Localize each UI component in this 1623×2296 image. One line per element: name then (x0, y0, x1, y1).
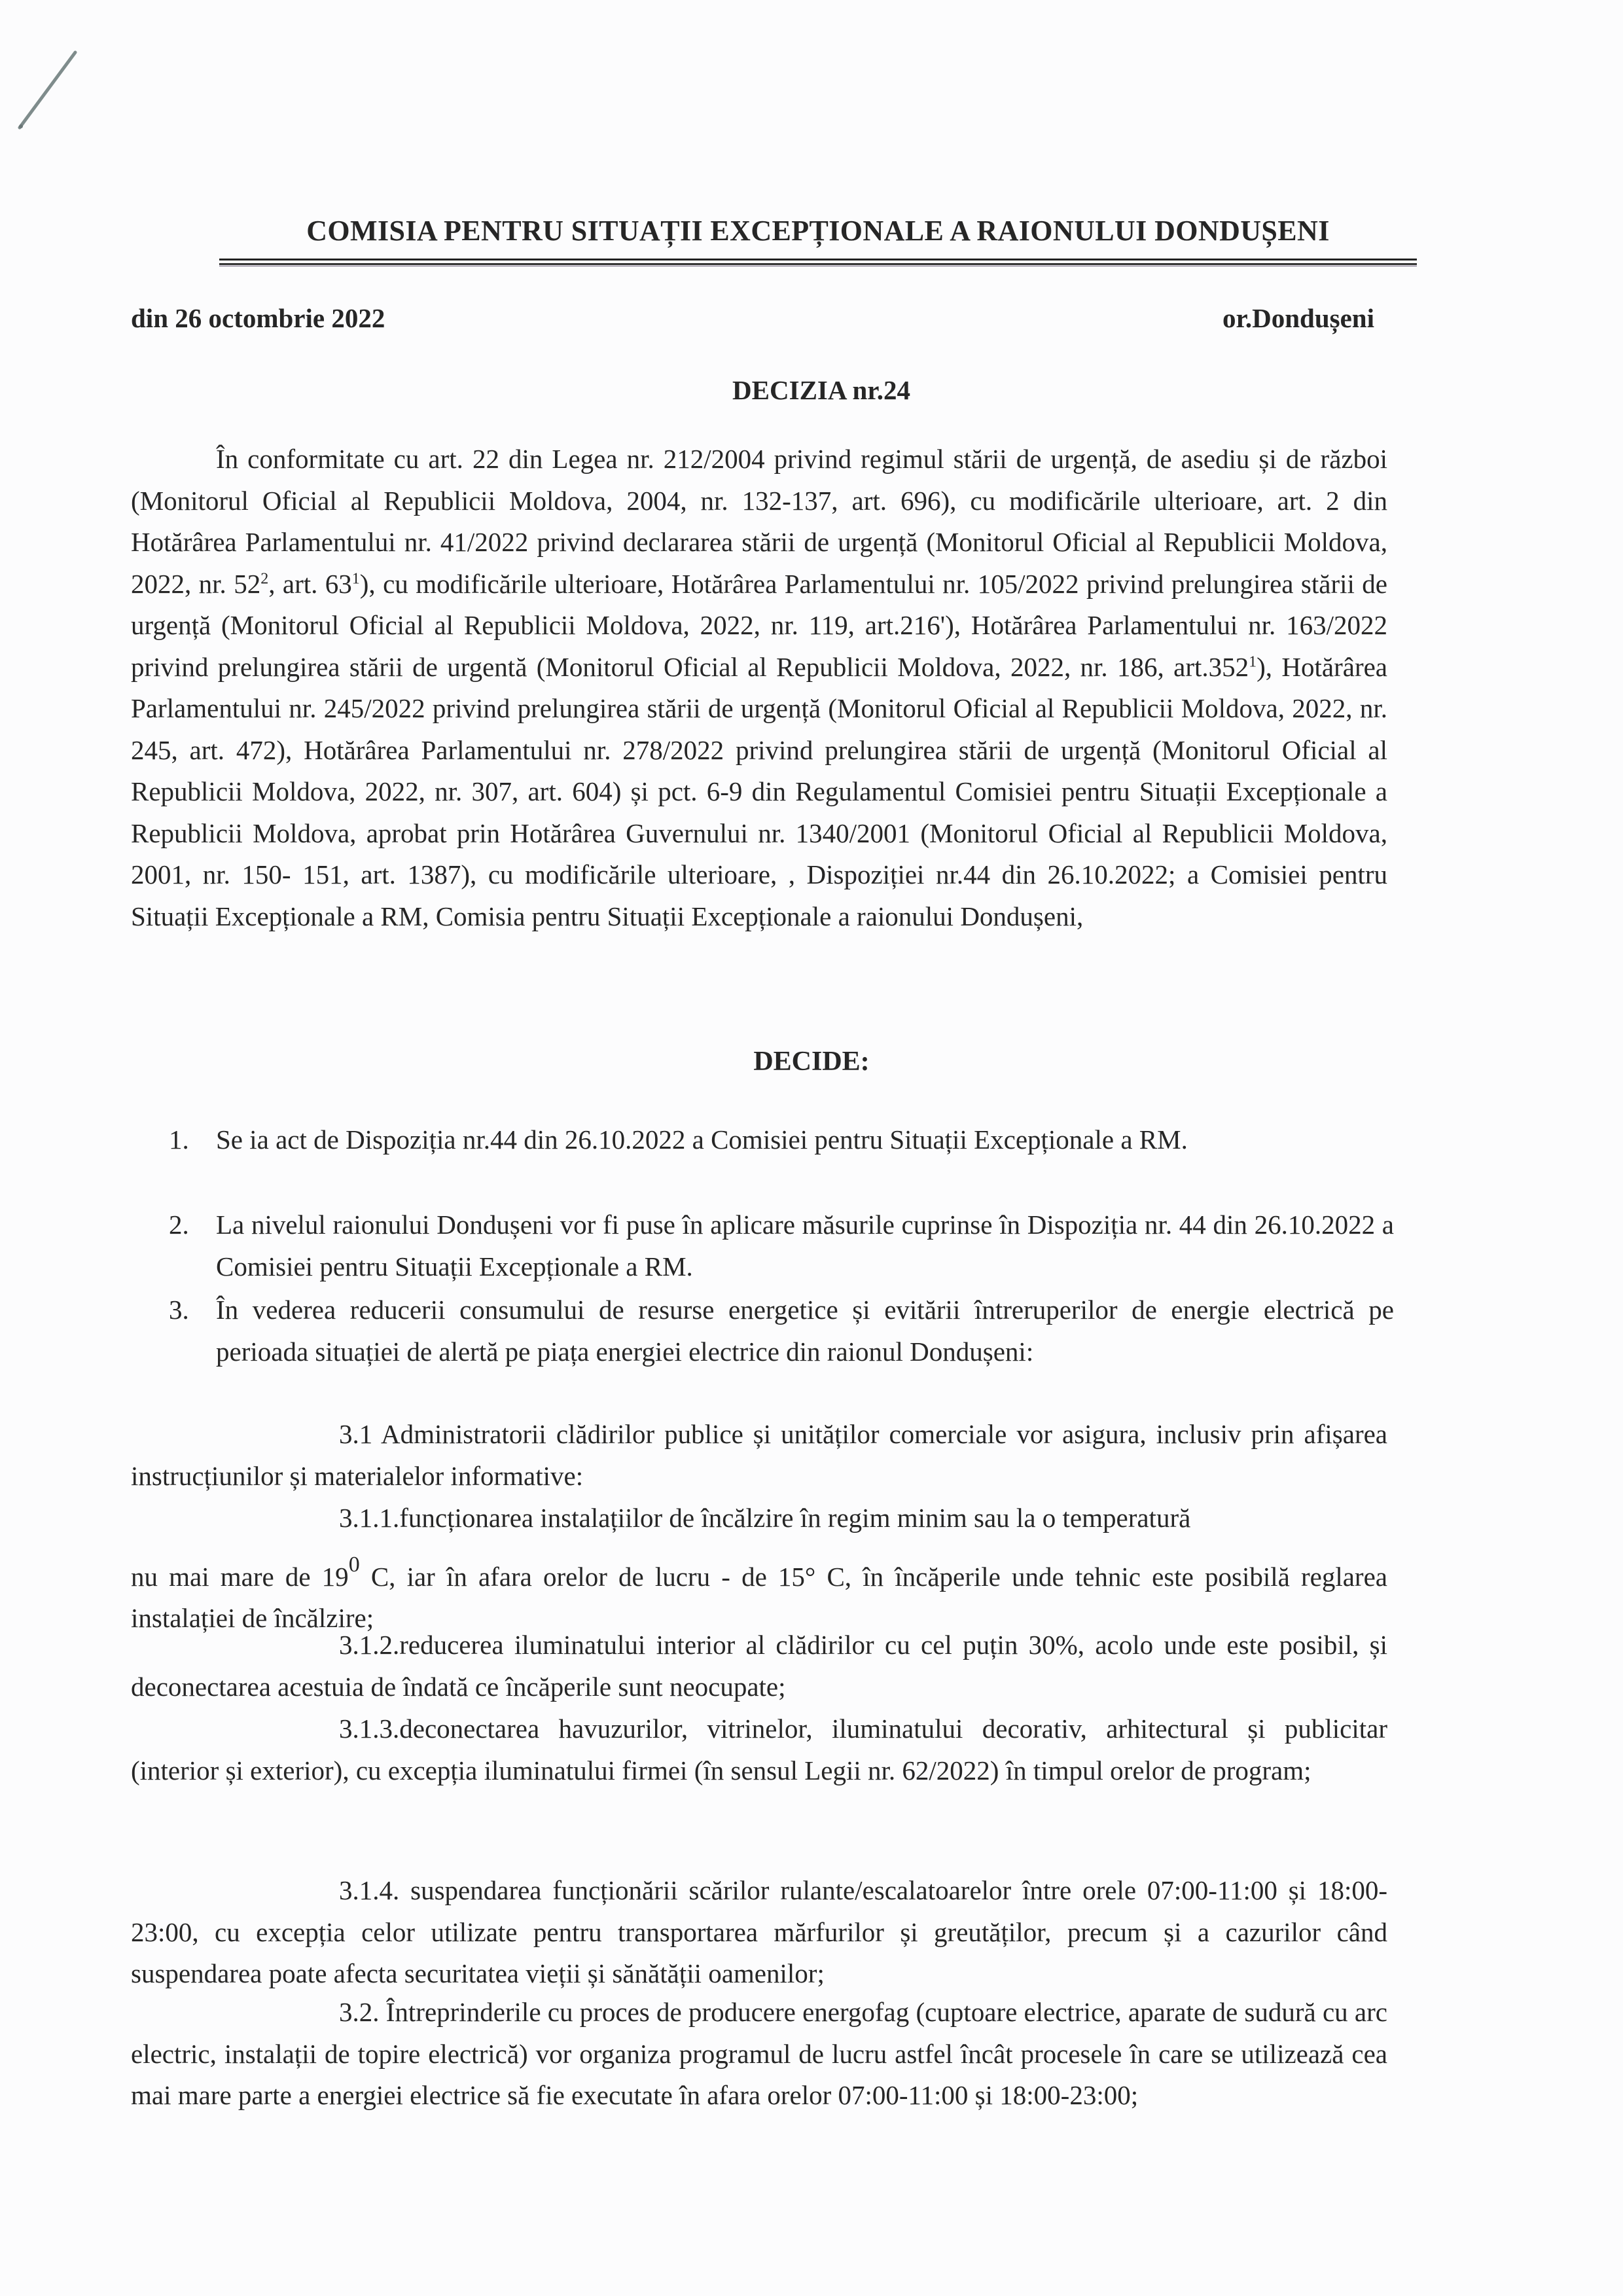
subitem-3-2: 3.2. Întreprinderile cu proces de producere energofag (cuptoare electrice, aparate de sudură cu arc electric, instalații de topire electrică) vor organiza programul de lucru astfel încât procesele în care se utilizează cea mai mare parte a energiei electrice să fie executate în afara orelor 07:00-11:00 și 18:00-23:00; (131, 1997, 1387, 2110)
subitem-3-1-3: 3.1.3.deconectarea havuzurilor, vitrinelor, iluminatului decorativ, arhitectural și publicitar (interior și exterior), cu excepția iluminatului firmei (în sensul Legii nr. 62/2022) în timpul orelor de program; (131, 1713, 1387, 1785)
subitem-3-1-1-text-cont: C, iar în afara orelor de lucru - de 15° C, în încăperile unde tehnic este posibilă reglarea instalației de încălzire; (131, 1561, 1387, 1633)
preamble-paragraph (131, 439, 1387, 937)
document-header (219, 211, 1417, 266)
item-text: La nivelul raionului Dondușeni vor fi puse în aplicare măsurile cuprinse în Dispoziția nr. 44 din 26.10.2022 a Comisiei pentru Situații Excepționale a RM. (216, 1210, 1394, 1282)
preamble-text-4: ), Hotărârea Parlamentului nr. 245/2022 privind prelungirea stării de urgență (Monitorul Oficial al Republicii Moldova, 2022, nr. 245, art. 472), Hotărârea Parlamentului nr. 278/2022 privind prelungirea stării de urgență (Monitorul Oficial al Republicii Moldova, 2022, nr. 307, art. 604) și pct. 6-9 din Regulamentul Comisiei pentru Situații Excepționale a Republicii Moldova, aprobat prin Hotărârea Guvernului nr. 1340/2001 (Monitorul Oficial al Republicii Moldova, 2001, nr. 150- 151, art. 1387), cu modificările ulterioare, , Dispoziției nr.44 din 26.10.2022; a Comisiei pentru Situații Excepționale a RM, Comisia pentru Situații Excepționale a raionului Dondușeni, (131, 651, 1387, 931)
subitem-3-1-4: 3.1.4. suspendarea funcționării scărilor rulante/escalatoarelor între orele 07:00-11:00 și 18:00-23:00, cu excepția celor utilizate pentru transportarea mărfurilor și greutăților, precum și a cazurilor când suspendarea poate afecta securitatea vieții și sănătății oamenilor; (131, 1875, 1387, 1988)
superscript: 2 (260, 569, 269, 587)
subitem-3-1-1-text: nu mai mare de 19 (131, 1561, 349, 1592)
document-location: or.Dondușeni (1222, 303, 1374, 333)
preamble-text-3: ), cu modificările ulterioare, Hotărârea Parlamentului nr. 105/2022 privind prelungirea stării de urgență (Monitorul Oficial al Republicii Moldova, 2022, nr. 119, art.216'), Hotărârea Parlamentului nr. 163/2022 privind prelungirea stării de urgentă (Monitorul Oficial al Republicii Moldova, 2022, nr. 186, art.352 (131, 568, 1387, 682)
item-number: 2. (169, 1210, 189, 1240)
subitem-3-1: 3.1 Administratorii clădirilor publice și unităților comerciale vor asigura, inclusiv prin afișarea instrucțiunilor și materialelor informative: (131, 1419, 1387, 1491)
superscript: 1 (1249, 653, 1257, 670)
item-number: 1. (169, 1124, 189, 1155)
meta-row (131, 302, 1374, 334)
item-text: În vederea reducerii consumului de resurse energetice și evitării întreruperilor de energie electrică pe perioada situației de alertă pe piața energiei electrice din raionul Dondușeni: (216, 1295, 1394, 1367)
superscript: 1 (351, 569, 360, 587)
pen-stroke-mark (13, 46, 85, 137)
commission-title: COMISIA PENTRU SITUAȚII EXCEPȚIONALE A RAIONULUI DONDUȘENI (306, 215, 1330, 247)
decide-heading: DECIDE: (753, 1047, 870, 1077)
subitem-3-1-1 (131, 1498, 1387, 1640)
item-number: 3. (169, 1295, 189, 1325)
decision-item (169, 1289, 1394, 1372)
subitem-3-1-2: 3.1.2.reducerea iluminatului interior al clădirilor cu cel puțin 30%, acolo unde este posibil, și deconectarea acestuia de îndată ce încăperile sunt neocupate; (131, 1630, 1387, 1702)
header-divider (219, 259, 1417, 265)
subitem-3-1-1-line-1: 3.1.1.funcționarea instalațiilor de încălzire în regim minim sau la o temperatură (339, 1503, 1191, 1533)
decision-title: DECIZIA nr.24 (732, 375, 910, 405)
decision-item (169, 1119, 1394, 1161)
degree-superscript: 0 (348, 1552, 360, 1577)
preamble-text-2: , art. 63 (268, 568, 352, 599)
document-date: din 26 octombrie 2022 (131, 303, 385, 333)
item-text: Se ia act de Dispoziția nr.44 din 26.10.2022 a Comisiei pentru Situații Excepționale a RM. (216, 1124, 1188, 1155)
preamble-text-1: În conformitate cu art. 22 din Legea nr. 212/2004 privind regimul stării de urgență, de asediu și de război (Monitorul Oficial al Republicii Moldova, 2004, nr. 132-137, art. 696), cu modificările ulterioare, art. 2 din Hotărârea Parlamentului nr. 41/2022 privind declararea stării de urgență (Monitorul Oficial al Republicii Moldova, 2022, nr. 52 (131, 444, 1387, 599)
decision-item (169, 1204, 1394, 1287)
